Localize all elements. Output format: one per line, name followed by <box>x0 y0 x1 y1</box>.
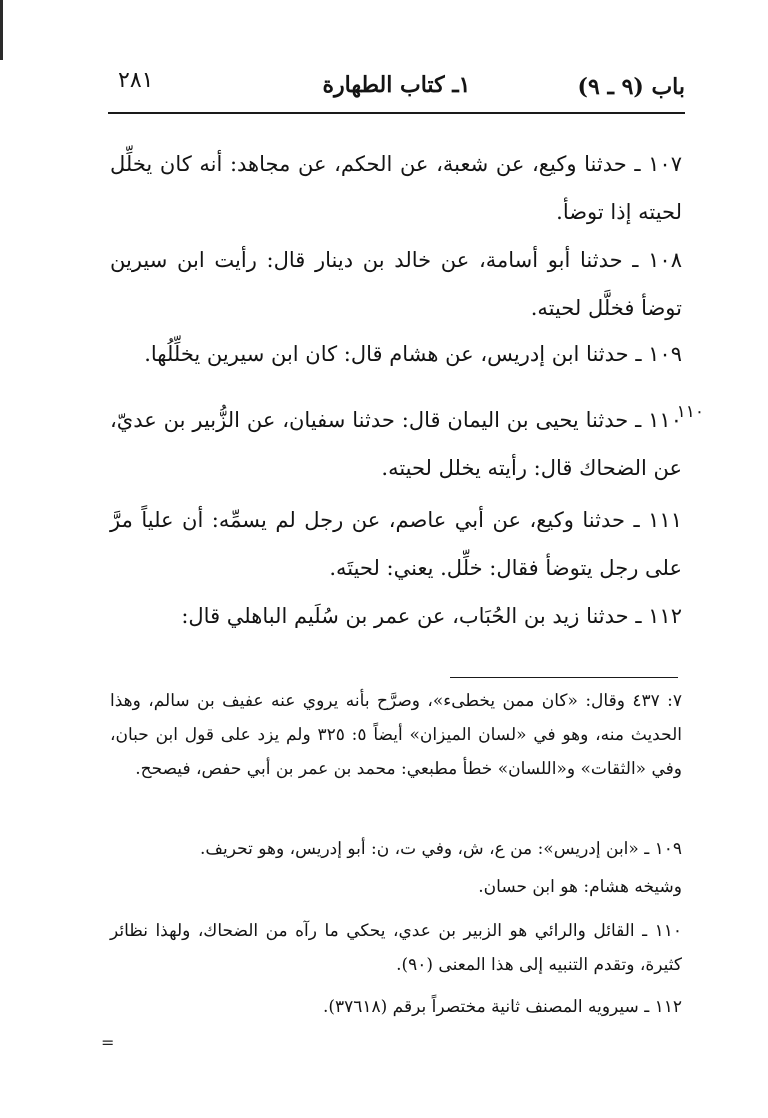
hadith-109: ١٠٩ ـ حدثنا ابن إدريس، عن هشام قال: كان ابن سيرين يخلِّلُها. <box>144 342 682 366</box>
hadith-112: ١١٢ ـ حدثنا زيد بن الحُبَاب، عن عمر بن سُلَيم الباهلي قال: <box>181 604 682 628</box>
footnote-109: ١٠٩ ـ «ابن إدريس»: من ع، ش، وفي ت، ن: أبو إدريس، وهو تحريف. <box>200 839 682 859</box>
page-edge-line <box>0 0 3 60</box>
margin-number: ١١٠ <box>676 402 704 422</box>
footnote-separator <box>450 677 678 678</box>
page-number: ٢٨١ <box>118 68 154 93</box>
hadith-107: ١٠٧ ـ حدثنا وكيع، عن شعبة، عن الحكم، عن مجاهد: أنه كان يخلِّل لحيته إذا توضأ. <box>110 152 682 224</box>
continuation-mark: = <box>101 1033 115 1052</box>
footnote-112: ١١٢ ـ سيرويه المصنف ثانية مختصراً برقم (٣٧٦١٨). <box>322 997 682 1017</box>
book-title: ١ـ كتاب الطهارة <box>322 72 471 98</box>
chapter-label: باب (٩ ـ ٩) <box>577 74 685 100</box>
footnote-110: ١١٠ ـ القائل والرائي هو الزبير بن عدي، يحكي ما رآه من الضحاك، ولهذا نظائر كثيرة، وتقدم التنبيه إلى هذا المعنى (٩٠). <box>110 921 682 975</box>
footnote-continued: ٧: ٤٣٧ وقال: «كان ممن يخطىء»، وصرَّح بأنه يروي عنه عفيف بن سالم، وهذا الحديث منه، وهو في «لسان الميزان» أيضاً ٥: ٣٢٥ ولم يزد على قول ابن حبان، وفي «الثقات» و«اللسان» خطأ مطبعي: محمد بن عمر بن أبي حفص، فيصحح. <box>110 691 682 779</box>
header-rule <box>108 112 685 114</box>
page-header <box>108 66 685 112</box>
hadith-108: ١٠٨ ـ حدثنا أبو أسامة، عن خالد بن دينار قال: رأيت ابن سيرين توضأ فخلَّل لحيته. <box>110 248 682 320</box>
hadith-110: ١١٠ ـ حدثنا يحيى بن اليمان قال: حدثنا سفيان، عن الزُّبير بن عديّ، عن الضحاك قال: رأيته يخلل لحيته. <box>110 408 682 480</box>
hadith-111: ١١١ ـ حدثنا وكيع، عن أبي عاصم، عن رجل لم يسمِّه: أن علياً مرَّ على رجل يتوضأ فقال: خلِّل. يعني: لحيتَه. <box>110 508 682 580</box>
footnote-109-sheikh: وشيخه هشام: هو ابن حسان. <box>478 877 682 897</box>
